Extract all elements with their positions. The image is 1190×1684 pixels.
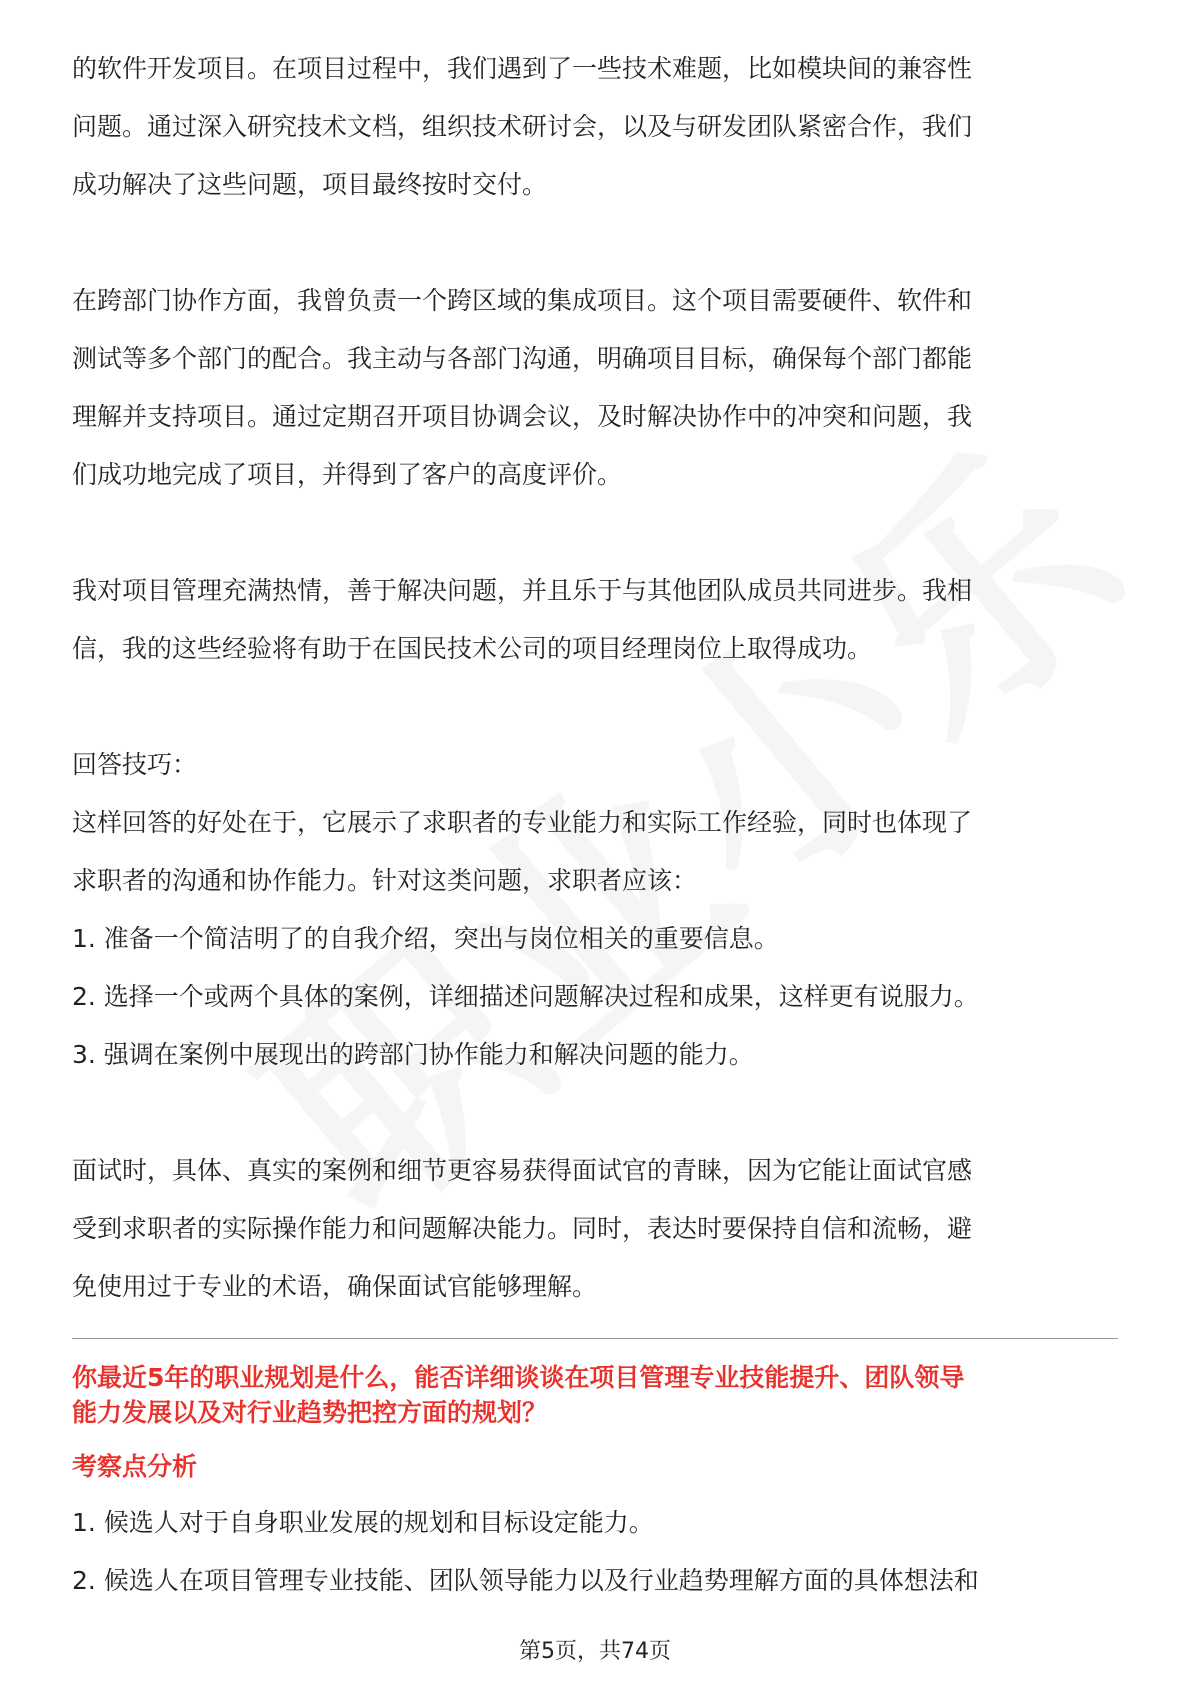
section-divider — [72, 1338, 1118, 1339]
paragraph-cross-department — [72, 272, 1120, 504]
list-item: 1. 准备一个简洁明了的自我介绍，突出与岗位相关的重要信息。 — [72, 924, 779, 953]
text-line: 免使用过于专业的术语，确保面试官能够理解。 — [72, 1272, 598, 1301]
list-item: 1. 候选人对于自身职业发展的规划和目标设定能力。 — [72, 1508, 654, 1537]
paragraph-interview-advice — [72, 1142, 1120, 1316]
list-item: 2. 候选人在项目管理专业技能、团队领导能力以及行业趋势理解方面的具体想法和 — [72, 1566, 979, 1595]
question-title: 能力发展以及对行业趋势把控方面的规划？ — [72, 1398, 548, 1427]
text-line: 的软件开发项目。在项目过程中，我们遇到了一些技术难题，比如模块间的兼容性 — [72, 54, 973, 83]
question-title: 你最近5年的职业规划是什么，能否详细谈谈在项目管理专业技能提升、团队领导 — [72, 1363, 965, 1392]
paragraph-project-experience — [72, 40, 1120, 214]
question-block — [72, 1360, 1120, 1610]
paragraph-closing — [72, 562, 1120, 678]
list-item: 3. 强调在案例中展现出的跨部门协作能力和解决问题的能力。 — [72, 1040, 754, 1069]
text-line: 我对项目管理充满热情，善于解决问题，并且乐于与其他团队成员共同进步。我相 — [72, 576, 973, 605]
body-content — [72, 40, 1120, 1316]
text-line: 问题。通过深入研究技术文档，组织技术研讨会，以及与研发团队紧密合作，我们 — [72, 112, 973, 141]
text-line: 受到求职者的实际操作能力和问题解决能力。同时，表达时要保持自信和流畅，避 — [72, 1214, 973, 1243]
text-line: 们成功地完成了项目，并得到了客户的高度评价。 — [72, 460, 623, 489]
text-line: 理解并支持项目。通过定期召开项目协调会议，及时解决协作中的冲突和问题，我 — [72, 402, 973, 431]
text-line: 求职者的沟通和协作能力。针对这类问题，求职者应该： — [72, 866, 698, 895]
list-item: 2. 选择一个或两个具体的案例，详细描述问题解决过程和成果，这样更有说服力。 — [72, 982, 979, 1011]
analysis-heading: 考察点分析 — [72, 1452, 198, 1481]
text-line: 面试时，具体、真实的案例和细节更容易获得面试官的青睐，因为它能让面试官感 — [72, 1156, 973, 1185]
text-line: 信，我的这些经验将有助于在国民技术公司的项目经理岗位上取得成功。 — [72, 634, 873, 663]
text-line: 这样回答的好处在于，它展示了求职者的专业能力和实际工作经验，同时也体现了 — [72, 808, 973, 837]
text-line: 成功解决了这些问题，项目最终按时交付。 — [72, 170, 548, 199]
tips-heading: 回答技巧： — [72, 750, 198, 779]
text-line: 测试等多个部门的配合。我主动与各部门沟通，明确项目目标，确保每个部门都能 — [72, 344, 973, 373]
page-number: 第5页，共74页 — [519, 1639, 671, 1664]
answer-tips — [72, 736, 1120, 1084]
text-line: 在跨部门协作方面，我曾负责一个跨区域的集成项目。这个项目需要硬件、软件和 — [72, 286, 973, 315]
